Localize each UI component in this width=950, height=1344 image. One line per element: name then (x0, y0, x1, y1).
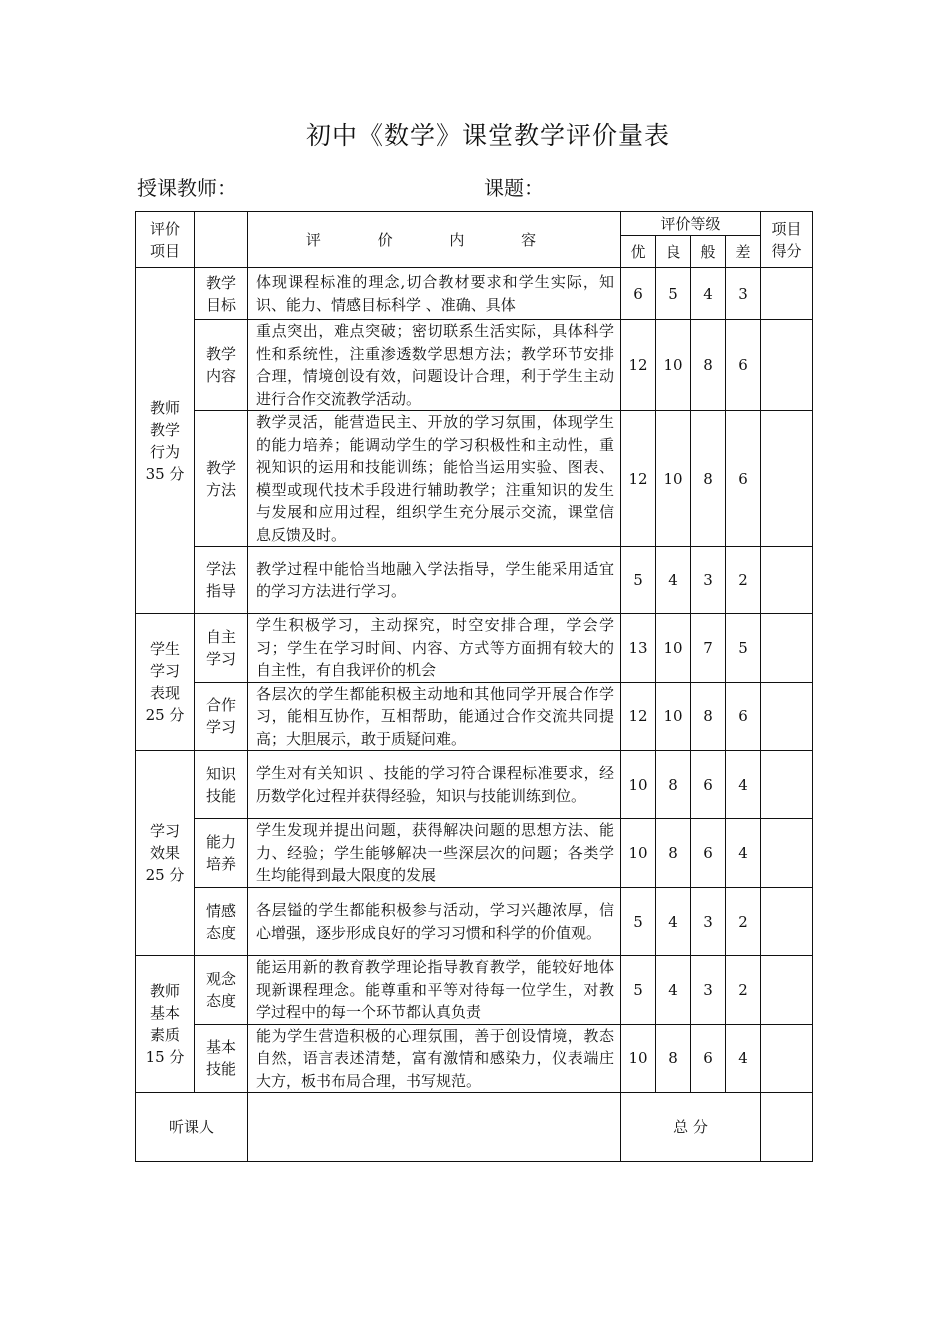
grade-score: 10 (656, 411, 691, 547)
sub-item: 能力 培养 (195, 819, 248, 888)
grade-score: 4 (656, 956, 691, 1025)
header-grade-level: 良 (656, 236, 691, 268)
grade-score: 5 (621, 888, 656, 956)
grade-score: 10 (656, 614, 691, 683)
grade-score: 4 (726, 819, 761, 888)
grade-score: 6 (726, 411, 761, 547)
grade-score: 10 (621, 1024, 656, 1093)
criteria-content: 学生对有关知识 、技能的学习符合课程标准要求，经历数学化过程并获得经验，知识与技能训练到位。 (248, 751, 621, 819)
item-score-cell (761, 751, 813, 819)
table-row (136, 751, 813, 819)
sub-item: 教学 内容 (195, 320, 248, 411)
grade-score: 3 (726, 268, 761, 320)
grade-score: 3 (691, 547, 726, 614)
criteria-content: 重点突出，难点突破；密切联系生活实际，具体科学性和系统性，注重渗透数学思想方法；教学环节安排合理，情境创设有效，问题设计合理，利于学生主动进行合作交流教学活动。 (248, 320, 621, 411)
grade-score: 12 (621, 320, 656, 411)
total-score-cell (761, 1093, 813, 1162)
grade-score: 6 (691, 819, 726, 888)
grade-score: 5 (656, 268, 691, 320)
sub-item: 合作 学习 (195, 682, 248, 751)
grade-score: 5 (621, 547, 656, 614)
grade-score: 8 (656, 751, 691, 819)
grade-score: 8 (656, 1024, 691, 1093)
table-row (136, 956, 813, 1025)
grade-score: 8 (691, 411, 726, 547)
grade-score: 6 (621, 268, 656, 320)
grade-score: 6 (691, 1024, 726, 1093)
item-score-cell (761, 682, 813, 751)
header-item: 评价 项目 (136, 212, 195, 268)
grade-score: 8 (691, 682, 726, 751)
sub-item: 情感 态度 (195, 888, 248, 956)
page-title: 初中《数学》课堂教学评价量表 (305, 121, 670, 150)
criteria-content: 学生发现并提出问题，获得解决问题的思想方法、能力、经验；学生能够解决一些深层次的问题；各类学生均能得到最大限度的发展 (248, 819, 621, 888)
sub-item: 观念 态度 (195, 956, 248, 1025)
grade-score: 10 (621, 819, 656, 888)
sub-item: 自主 学习 (195, 614, 248, 683)
table-row (136, 411, 813, 547)
table-body (136, 212, 813, 1162)
sub-item: 教学 目标 (195, 268, 248, 320)
criteria-content: 体现课程标准的理念,切合教材要求和学生实际，知识、能力、情感目标科学 、准确、具体 (248, 268, 621, 320)
header-grade: 评价等级 (621, 212, 761, 236)
evaluation-table (135, 211, 813, 1162)
item-score-cell (761, 1024, 813, 1093)
total-label: 总 分 (621, 1093, 761, 1162)
sub-item: 知识 技能 (195, 751, 248, 819)
header-grade-level: 差 (726, 236, 761, 268)
item-score-cell (761, 888, 813, 956)
grade-score: 5 (726, 614, 761, 683)
criteria-content: 各层镒的学生都能积极参与活动，学习兴趣浓厚，信心增强，逐步形成良好的学习习惯和科学的价值观。 (248, 888, 621, 956)
grade-score: 12 (621, 682, 656, 751)
listener-cell (248, 1093, 621, 1162)
table-row (136, 682, 813, 751)
grade-score: 2 (726, 547, 761, 614)
item-score-cell (761, 614, 813, 683)
header-content: 评 价 内 容 (248, 212, 621, 268)
grade-score: 5 (621, 956, 656, 1025)
table-row (136, 547, 813, 614)
grade-score: 4 (656, 888, 691, 956)
grade-score: 10 (656, 682, 691, 751)
group-name: 教师 基本 素质 15 分 (136, 956, 195, 1093)
header-blank (195, 212, 248, 268)
item-score-cell (761, 819, 813, 888)
group-name: 学生 学习 表现 25 分 (136, 614, 195, 751)
item-score-cell (761, 411, 813, 547)
criteria-content: 教学灵活，能营造民主、开放的学习氛围，体现学生的能力培养；能调动学生的学习积极性和主动性，重视知识的运用和技能训练；能恰当运用实验、图表、模型或现代技术手段进行辅助教学；注重知识的发生与发展和应用过程，组织学生充分展示交流，课堂信息反馈及时。 (248, 411, 621, 547)
topic-label: 课题： (484, 176, 544, 200)
grade-score: 6 (726, 682, 761, 751)
criteria-content: 教学过程中能恰当地融入学法指导，学生能采用适宜的学习方法进行学习。 (248, 547, 621, 614)
criteria-content: 能运用新的教育教学理论指导教育教学，能较好地体现新课程理念。能尊重和平等对待每一位学生，对教学过程中的每一个环节都认真负责 (248, 956, 621, 1025)
grade-score: 2 (726, 956, 761, 1025)
teacher-label: 授课教师： (137, 176, 237, 200)
criteria-content: 学生积极学习，主动探究，时空安排合理，学会学习；学生在学习时间、内容、方式等方面拥有较大的自主性，有自我评价的机会 (248, 614, 621, 683)
grade-score: 10 (621, 751, 656, 819)
header-grade-level: 般 (691, 236, 726, 268)
grade-score: 7 (691, 614, 726, 683)
sub-item: 学法 指导 (195, 547, 248, 614)
grade-score: 3 (691, 888, 726, 956)
grade-score: 3 (691, 956, 726, 1025)
group-name: 学习 效果 25 分 (136, 751, 195, 956)
listener-label: 听课人 (136, 1093, 248, 1162)
grade-score: 8 (691, 320, 726, 411)
sub-item: 基本 技能 (195, 1024, 248, 1093)
grade-score: 10 (656, 320, 691, 411)
grade-score: 4 (726, 751, 761, 819)
header-grade-level: 优 (621, 236, 656, 268)
grade-score: 4 (691, 268, 726, 320)
grade-score: 13 (621, 614, 656, 683)
item-score-cell (761, 956, 813, 1025)
grade-score: 6 (691, 751, 726, 819)
table-row (136, 819, 813, 888)
header-row (136, 212, 813, 236)
grade-score: 12 (621, 411, 656, 547)
footer-row (136, 1093, 813, 1162)
table-row (136, 268, 813, 320)
group-name: 教师 教学 行为 35 分 (136, 268, 195, 614)
header-score: 项目 得分 (761, 212, 813, 268)
criteria-content: 各层次的学生都能积极主动地和其他同学开展合作学习，能相互协作，互相帮助，能通过合作交流共同提高；大胆展示，敢于质疑问难。 (248, 682, 621, 751)
grade-score: 4 (656, 547, 691, 614)
grade-score: 2 (726, 888, 761, 956)
item-score-cell (761, 320, 813, 411)
criteria-content: 能为学生营造积极的心理氛围，善于创设情境，教态自然，语言表述清楚，富有激情和感染力，仪表端庄大方，板书布局合理，书写规范。 (248, 1024, 621, 1093)
grade-score: 6 (726, 320, 761, 411)
sub-item: 教学 方法 (195, 411, 248, 547)
table-row (136, 614, 813, 683)
item-score-cell (761, 547, 813, 614)
item-score-cell (761, 268, 813, 320)
table-row (136, 320, 813, 411)
table-row (136, 888, 813, 956)
table-row (136, 1024, 813, 1093)
grade-score: 4 (726, 1024, 761, 1093)
grade-score: 8 (656, 819, 691, 888)
